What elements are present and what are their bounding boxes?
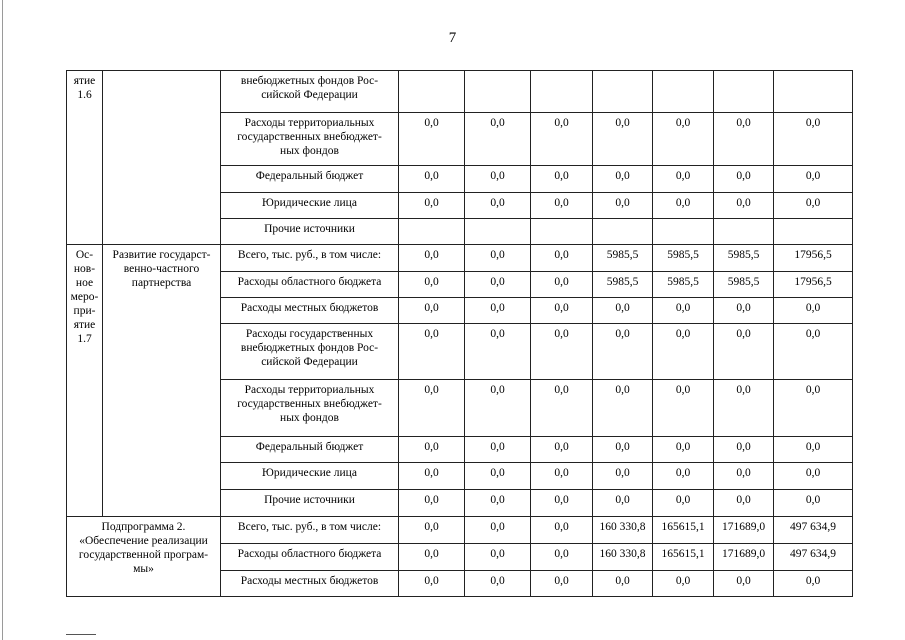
value-cell (465, 219, 531, 245)
value-cell: 165615,1 (653, 544, 714, 571)
value-cell: 0,0 (465, 272, 531, 298)
value-cell: 0,0 (593, 113, 653, 166)
value-cell: 0,0 (465, 463, 531, 490)
funding-source-cell: Расходы государственных внебюджетных фондов Рос- сийской Федерации (221, 324, 399, 380)
value-cell: 0,0 (714, 166, 774, 193)
value-cell: 0,0 (653, 166, 714, 193)
funding-source-cell: Федеральный бюджет (221, 166, 399, 193)
value-cell: 0,0 (653, 490, 714, 517)
value-cell: 0,0 (399, 324, 465, 380)
table-row (67, 71, 853, 113)
table-row (67, 517, 853, 544)
value-cell: 0,0 (399, 113, 465, 166)
value-cell: 0,0 (653, 193, 714, 219)
value-cell: 160 330,8 (593, 544, 653, 571)
value-cell (593, 219, 653, 245)
page-number: 7 (448, 30, 457, 46)
value-cell: 0,0 (465, 298, 531, 324)
value-cell: 0,0 (531, 437, 593, 463)
table-body (67, 71, 853, 597)
value-cell: 0,0 (653, 113, 714, 166)
value-cell (714, 71, 774, 113)
value-cell: 0,0 (714, 571, 774, 597)
value-cell: 0,0 (399, 490, 465, 517)
value-cell: 5985,5 (593, 245, 653, 272)
value-cell: 0,0 (531, 324, 593, 380)
value-cell: 0,0 (465, 245, 531, 272)
funding-source-cell: внебюджетных фондов Рос- сийской Федерации (221, 71, 399, 113)
value-cell (653, 219, 714, 245)
funding-source-cell: Федеральный бюджет (221, 437, 399, 463)
value-cell: 0,0 (465, 380, 531, 437)
funding-source-cell: Расходы территориальных государственных внебюджет- ных фондов (221, 380, 399, 437)
value-cell: 0,0 (399, 245, 465, 272)
value-cell: 171689,0 (714, 517, 774, 544)
value-cell: 0,0 (593, 490, 653, 517)
funding-source-cell: Расходы местных бюджетов (221, 571, 399, 597)
funding-source-cell: Всего, тыс. руб., в том числе: (221, 245, 399, 272)
value-cell: 0,0 (399, 166, 465, 193)
value-cell: 0,0 (531, 272, 593, 298)
funding-source-cell: Расходы территориальных государственных внебюджет- ных фондов (221, 113, 399, 166)
value-cell: 497 634,9 (774, 517, 853, 544)
value-cell: 0,0 (653, 298, 714, 324)
value-cell: 0,0 (774, 571, 853, 597)
value-cell: 0,0 (774, 324, 853, 380)
value-cell: 0,0 (465, 517, 531, 544)
value-cell: 0,0 (774, 113, 853, 166)
value-cell (774, 71, 853, 113)
value-cell (531, 219, 593, 245)
value-cell: 0,0 (399, 571, 465, 597)
value-cell: 0,0 (465, 571, 531, 597)
value-cell: 0,0 (399, 272, 465, 298)
value-cell: 0,0 (714, 490, 774, 517)
value-cell: 0,0 (465, 166, 531, 193)
value-cell: 497 634,9 (774, 544, 853, 571)
value-cell: 0,0 (653, 571, 714, 597)
value-cell: 0,0 (774, 437, 853, 463)
funding-source-cell: Прочие источники (221, 490, 399, 517)
value-cell (465, 71, 531, 113)
value-cell: 0,0 (593, 166, 653, 193)
value-cell: 0,0 (714, 113, 774, 166)
value-cell: 0,0 (774, 490, 853, 517)
funding-source-cell: Всего, тыс. руб., в том числе: (221, 517, 399, 544)
funding-source-cell: Юридические лица (221, 463, 399, 490)
value-cell: 0,0 (593, 380, 653, 437)
value-cell: 0,0 (531, 517, 593, 544)
value-cell: 0,0 (531, 490, 593, 517)
value-cell: 0,0 (774, 298, 853, 324)
value-cell: 0,0 (714, 437, 774, 463)
value-cell: 0,0 (465, 113, 531, 166)
funding-source-cell: Расходы областного бюджета (221, 272, 399, 298)
value-cell: 0,0 (531, 245, 593, 272)
value-cell: 0,0 (653, 380, 714, 437)
value-cell (774, 219, 853, 245)
value-cell: 0,0 (399, 193, 465, 219)
value-cell: 0,0 (531, 193, 593, 219)
value-cell: 0,0 (531, 544, 593, 571)
value-cell (653, 71, 714, 113)
value-cell: 5985,5 (714, 272, 774, 298)
value-cell: 0,0 (593, 437, 653, 463)
value-cell: 0,0 (399, 517, 465, 544)
value-cell (593, 71, 653, 113)
funding-source-cell: Прочие источники (221, 219, 399, 245)
value-cell: 0,0 (531, 113, 593, 166)
value-cell: 0,0 (593, 298, 653, 324)
value-cell: 0,0 (593, 324, 653, 380)
value-cell: 5985,5 (653, 245, 714, 272)
value-cell: 0,0 (593, 463, 653, 490)
value-cell (531, 71, 593, 113)
value-cell: 165615,1 (653, 517, 714, 544)
value-cell: 0,0 (399, 298, 465, 324)
value-cell: 5985,5 (593, 272, 653, 298)
value-cell: 0,0 (399, 544, 465, 571)
measure-code-cell: Ос- нов- ное меро- при- ятие 1.7 (67, 245, 103, 517)
value-cell: 0,0 (465, 324, 531, 380)
value-cell: 0,0 (714, 380, 774, 437)
value-cell: 0,0 (465, 490, 531, 517)
value-cell: 0,0 (399, 437, 465, 463)
funding-source-cell: Расходы областного бюджета (221, 544, 399, 571)
value-cell: 0,0 (465, 544, 531, 571)
scan-edge-line (2, 0, 3, 640)
value-cell: 0,0 (653, 463, 714, 490)
value-cell (399, 219, 465, 245)
budget-table (66, 70, 853, 597)
value-cell: 0,0 (714, 193, 774, 219)
value-cell: 171689,0 (714, 544, 774, 571)
value-cell: 0,0 (774, 166, 853, 193)
value-cell: 0,0 (774, 463, 853, 490)
value-cell (399, 71, 465, 113)
value-cell: 5985,5 (653, 272, 714, 298)
value-cell: 0,0 (399, 380, 465, 437)
value-cell: 0,0 (774, 380, 853, 437)
value-cell: 0,0 (714, 324, 774, 380)
scan-mark (66, 634, 96, 635)
subprogram-name-cell: Подпрограмма 2. «Обеспечение реализации государственной програм- мы» (67, 517, 221, 597)
measure-name-cell: Развитие государст- венно-частного партнерства (103, 245, 221, 517)
value-cell: 160 330,8 (593, 517, 653, 544)
value-cell: 0,0 (465, 193, 531, 219)
value-cell: 0,0 (653, 437, 714, 463)
value-cell (714, 219, 774, 245)
value-cell: 0,0 (399, 463, 465, 490)
value-cell: 17956,5 (774, 272, 853, 298)
value-cell: 0,0 (465, 437, 531, 463)
value-cell: 0,0 (531, 380, 593, 437)
funding-source-cell: Юридические лица (221, 193, 399, 219)
value-cell: 5985,5 (714, 245, 774, 272)
value-cell: 0,0 (593, 571, 653, 597)
value-cell: 17956,5 (774, 245, 853, 272)
value-cell: 0,0 (531, 571, 593, 597)
value-cell: 0,0 (653, 324, 714, 380)
value-cell: 0,0 (531, 463, 593, 490)
value-cell: 0,0 (774, 193, 853, 219)
table-row (67, 245, 853, 272)
value-cell: 0,0 (714, 463, 774, 490)
funding-source-cell: Расходы местных бюджетов (221, 298, 399, 324)
value-cell: 0,0 (593, 193, 653, 219)
value-cell: 0,0 (531, 298, 593, 324)
measure-name-cell (103, 71, 221, 245)
measure-code-cell: ятие 1.6 (67, 71, 103, 245)
value-cell: 0,0 (714, 298, 774, 324)
value-cell: 0,0 (531, 166, 593, 193)
